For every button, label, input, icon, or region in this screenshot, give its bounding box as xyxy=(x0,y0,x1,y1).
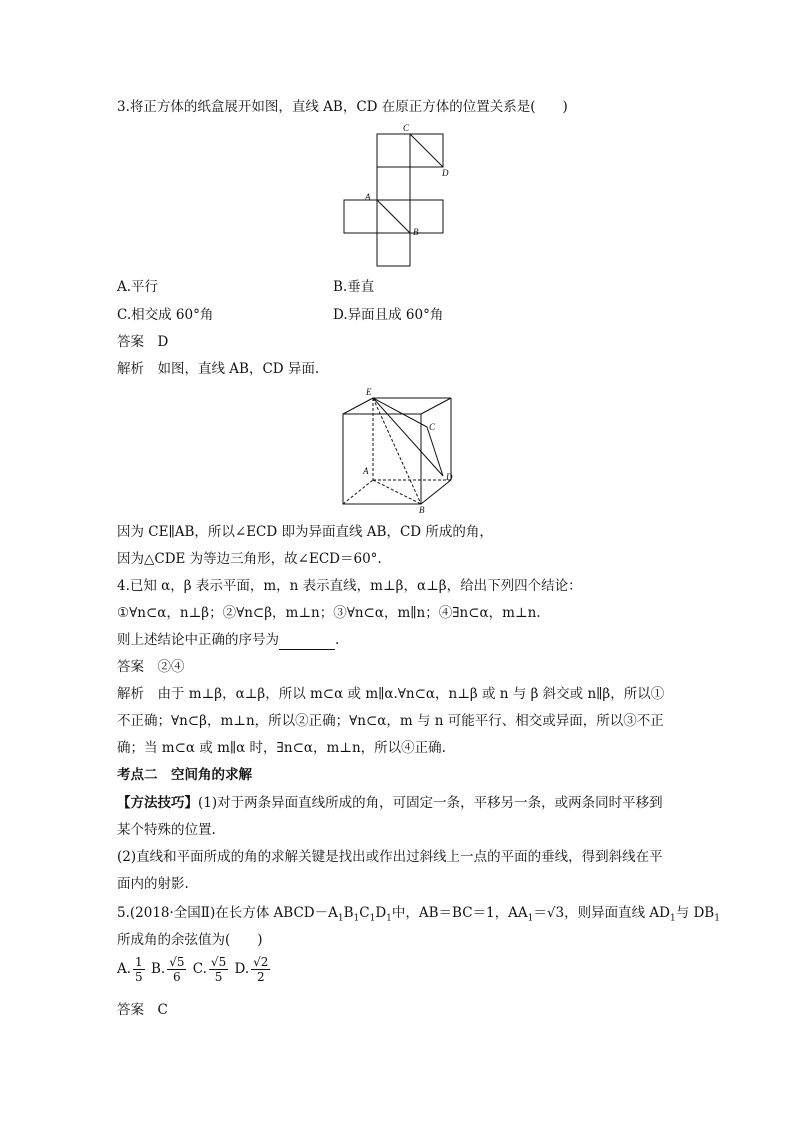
opt-c-num: √5 xyxy=(210,955,227,969)
method-line-2: 某个特殊的位置. xyxy=(117,822,216,838)
opt-a-den: 5 xyxy=(135,970,143,984)
q3-option-a: A.平行 xyxy=(117,279,159,295)
q5-stem-f: ＝√3，则异面直线 AD xyxy=(533,905,670,921)
opt-a-num: 1 xyxy=(135,955,143,969)
q5-answer: 答案 C xyxy=(117,1002,168,1018)
opt-c-den: 5 xyxy=(214,970,223,984)
q5-stem-e: 中，AB＝BC＝1，AA xyxy=(391,905,528,921)
q4-analysis-3: 确；当 m⊂α 或 m∥α 时，∃n⊂α，m⊥n，所以④正确. xyxy=(117,740,446,756)
cube-label-e: E xyxy=(366,387,372,397)
sub-1c: 1 xyxy=(369,913,376,924)
q3-answer: 答案 D xyxy=(117,334,169,350)
method-line-4: 面内的射影. xyxy=(117,876,189,892)
q5-opt-d-fraction xyxy=(251,955,270,984)
q5-opt-c-label: C. xyxy=(192,961,207,977)
opt-d-num: √2 xyxy=(253,955,269,969)
q3-analysis: 解析 如图，直线 AB，CD 异面. xyxy=(117,361,320,377)
cube-label-d: D xyxy=(446,472,453,482)
q5-opt-c-fraction xyxy=(209,955,228,984)
q5-opt-a-label: A. xyxy=(117,961,132,977)
cube-label-b: B xyxy=(419,505,425,514)
q3-option-d: D.异面且成 60°角 xyxy=(333,307,444,323)
sub-1d: 1 xyxy=(386,913,392,924)
q4-fill-text: 则上述结论中正确的序号为 xyxy=(117,632,279,648)
q5-opt-b-fraction xyxy=(167,955,186,984)
q4-stem: 4.已知 α，β 表示平面，m，n 表示直线，m⊥β，α⊥β，给出下列四个结论： xyxy=(117,578,582,594)
q3-stem: 3.将正方体的纸盒展开如图，直线 AB，CD 在原正方体的位置关系是( ) xyxy=(117,99,568,115)
q4-items: ①∀n⊂α，n⊥β；②∀n⊂β，m⊥n；③∀n⊂α，m∥n；④∃n⊂α，m⊥n. xyxy=(117,605,541,621)
q3-option-c: C.相交成 60°角 xyxy=(117,307,214,323)
q5-stem-c: C xyxy=(359,905,370,921)
q5-stem-g: 与 DB xyxy=(675,905,715,921)
method-line-3: (2)直线和平面所成的角的求解关键是找出或作出过斜线上一点的平面的垂线，得到斜线在平 xyxy=(117,849,663,865)
net-label-b: B xyxy=(413,227,419,237)
q5-opt-b-label: B. xyxy=(150,961,166,977)
sub-1a: 1 xyxy=(337,913,344,924)
q5-stem-a: 5.(2018·全国Ⅱ)在长方体 ABCD－A xyxy=(117,905,338,921)
net-label-d: D xyxy=(442,168,449,178)
q5-opt-d-label: D. xyxy=(234,961,250,977)
q5-stem-d: D xyxy=(375,905,387,921)
sub-1g: 1 xyxy=(714,913,720,924)
q5-stem xyxy=(117,903,720,929)
q4-fill xyxy=(117,630,339,650)
sub-1b: 1 xyxy=(353,913,360,924)
q4-analysis-2: 不正确；∀n⊂β，m⊥n，所以②正确；∀n⊂α，m 与 n 可能平行、相交或异面，所以③不正 xyxy=(117,713,664,729)
q3-because-2: 因为△CDE 为等边三角形，故∠ECD＝60°. xyxy=(117,551,382,567)
q5-opt-a-fraction xyxy=(133,955,145,984)
q3-option-b: B.垂直 xyxy=(333,279,375,295)
section-title: 考点二 空间角的求解 xyxy=(117,767,252,783)
q5-stem-b: B xyxy=(343,905,354,921)
cube-figure xyxy=(335,384,465,514)
cube-label-c: C xyxy=(429,422,436,432)
opt-d-den: 2 xyxy=(256,970,265,984)
method-line-1 xyxy=(117,793,663,813)
method-label: 【方法技巧】 xyxy=(117,795,198,811)
method-text-1: (1)对于两条异面直线所成的角，可固定一条，平移另一条，或两条同时平移到 xyxy=(198,795,663,811)
cube-label-a: A xyxy=(363,466,369,476)
opt-b-num: √5 xyxy=(169,955,185,969)
q5-stem-2: 所成角的余弦值为( ) xyxy=(117,932,263,948)
q4-answer: 答案 ②④ xyxy=(117,659,185,675)
answer-blank xyxy=(279,635,335,650)
cube-net-figure xyxy=(335,120,465,270)
q4-analysis-1: 解析 由于 m⊥β，α⊥β，所以 m⊂α 或 m∥α.∀n⊂α，n⊥β 或 n 与 β 斜交或 n∥β，所以① xyxy=(117,686,665,702)
sub-1e: 1 xyxy=(527,913,534,924)
opt-b-den: 6 xyxy=(173,970,181,984)
net-label-c: C xyxy=(403,123,410,133)
q3-because-1: 因为 CE∥AB，所以∠ECD 即为异面直线 AB，CD 所成的角， xyxy=(117,524,493,540)
q5-options xyxy=(117,955,272,984)
q4-fill-end: . xyxy=(335,632,340,648)
net-label-a: A xyxy=(365,192,371,202)
sub-1f: 1 xyxy=(669,913,676,924)
